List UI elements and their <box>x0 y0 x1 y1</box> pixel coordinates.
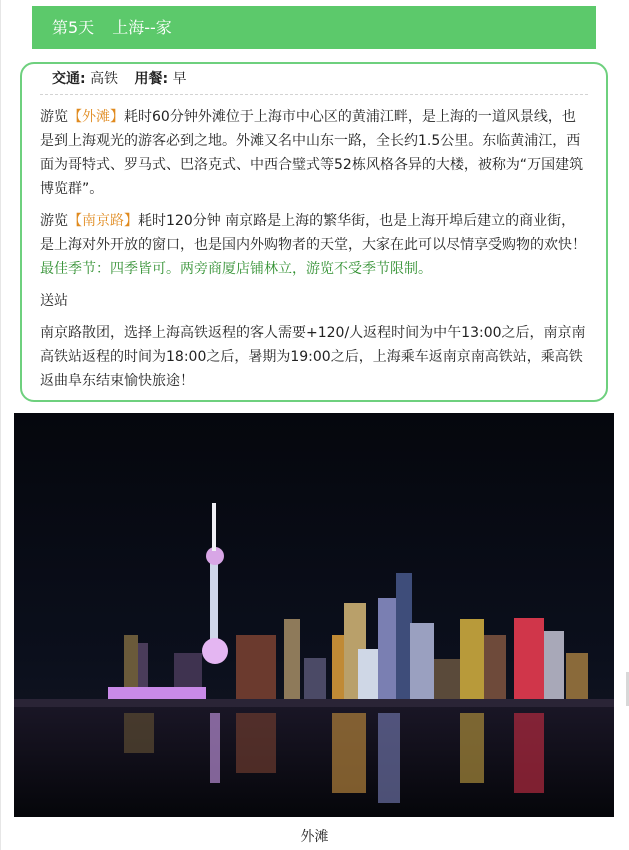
itinerary-card <box>20 62 608 402</box>
info-row <box>40 64 588 95</box>
nanjing-name-link[interactable]: 【南京路】 <box>68 213 138 229</box>
bund-paragraph <box>40 105 588 201</box>
photo-caption: 外滩 <box>300 829 329 845</box>
bund-text: 耗时60分钟外滩位于上海市中心区的黄浦江畔，是上海的一道风景线，也是到上海观光的游客必到之地。外滩又名中山东一路，全长约1.5公里。东临黄浦江，西面为哥特式、罗马式、巴洛克式、中西合璧式等52栋风格各异的大楼，被称为“万国建筑博览群”。 <box>40 109 584 197</box>
meal-value: 早 <box>172 71 187 87</box>
page-left-border <box>0 0 1 850</box>
meal-label: 用餐: <box>134 71 169 87</box>
day-number: 第5天 <box>52 18 95 37</box>
transfer-paragraph: 南京路散团，选择上海高铁返程的客人需要+120/人返程时间为中午13:00之后，南京南高铁站返程的时间为18:00之后，暑期为19:00之后，上海乘车返南京南高铁站，乘高铁返曲阜东结束愉快旅途！ <box>40 325 586 389</box>
bund-night-photo <box>14 413 614 817</box>
day-banner <box>32 6 596 49</box>
bund-prefix: 游览 <box>40 109 68 125</box>
nanjing-season: 最佳季节：四季皆可。两旁商厦店铺林立，游览不受季节限制。 <box>40 261 432 277</box>
transport-value: 高铁 <box>90 71 119 87</box>
nanjing-prefix: 游览 <box>40 213 68 229</box>
day-route: 上海--家 <box>112 18 172 37</box>
nanjing-text: 耗时120分钟 南京路是上海的繁华街，也是上海开埠后建立的商业街，是上海对外开放的窗口，也是国内外购物者的天堂，大家在此可以尽情享受购物的欢快！ <box>40 213 586 253</box>
bund-name-link[interactable]: 【外滩】 <box>68 109 124 125</box>
nanjing-paragraph <box>40 209 588 281</box>
transport-label: 交通: <box>52 71 86 87</box>
transfer-heading: 送站 <box>40 293 68 309</box>
